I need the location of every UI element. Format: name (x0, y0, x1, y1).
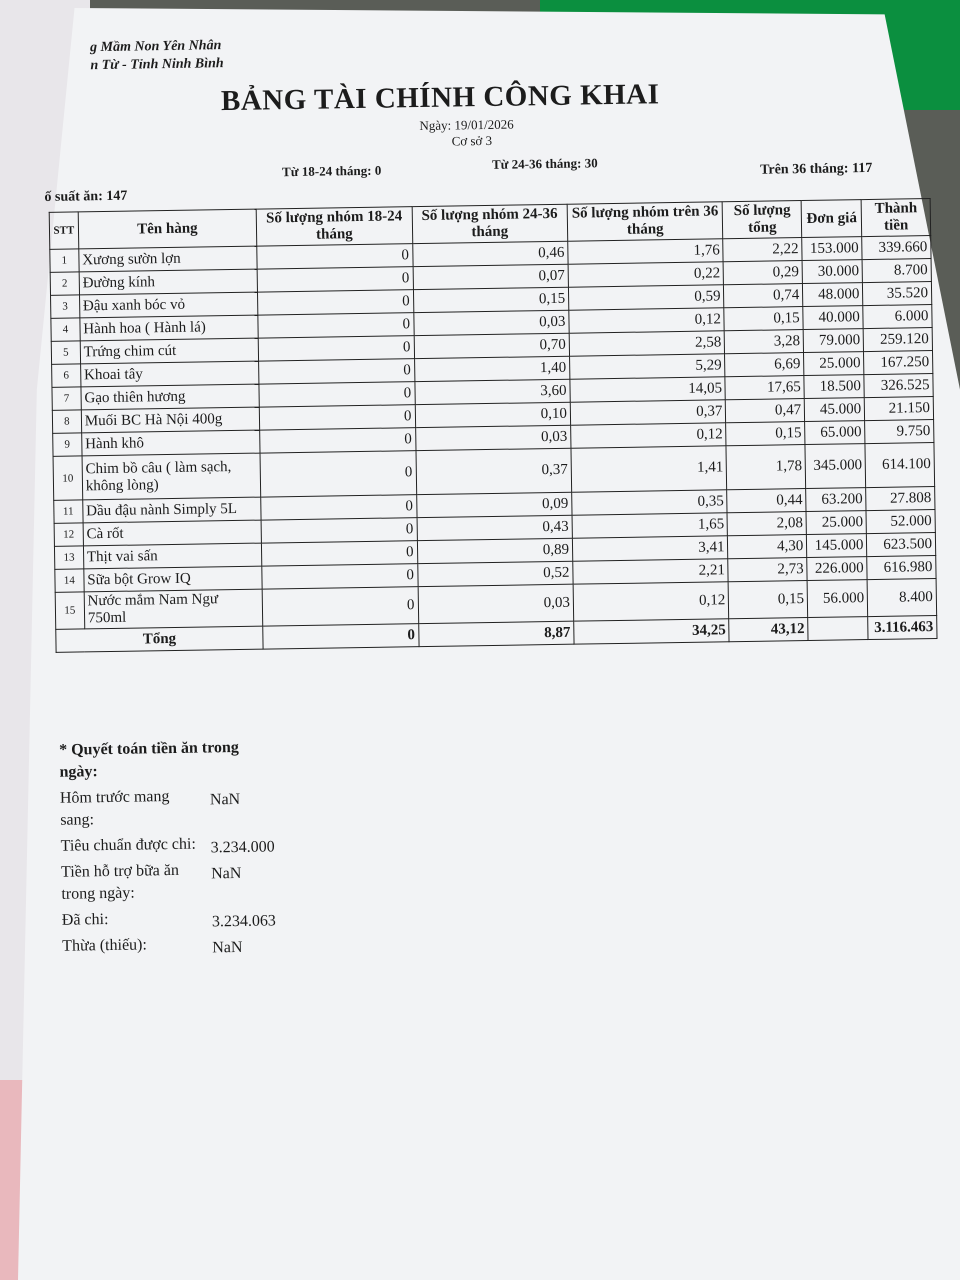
summary-label: Thừa (thiếu): (62, 936, 148, 955)
meal-count: ố suất ăn: 147 (44, 188, 128, 205)
cell-amount: 8.700 (862, 259, 931, 283)
total-price-empty (808, 617, 868, 641)
cell-stt: 11 (54, 500, 83, 523)
cell-g2: 0,46 (412, 241, 568, 266)
group-18-24-count: Từ 18-24 tháng: 0 (281, 162, 382, 180)
summary-item (61, 856, 422, 906)
cell-total: 2,22 (723, 238, 802, 262)
cell-price: 226.000 (807, 557, 867, 581)
cell-g3: 0,12 (571, 423, 727, 448)
cell-g2: 0,03 (415, 425, 571, 450)
cell-total: 0,44 (727, 489, 806, 513)
header-total-qty: Số lượng tổng (723, 201, 802, 239)
cell-g3: 0,35 (572, 490, 728, 515)
group-24-36-count: Từ 24-36 tháng: 30 (491, 155, 598, 172)
header-stt: STT (49, 212, 78, 249)
cell-g1: 0 (261, 541, 417, 566)
cell-total: 17,65 (725, 376, 804, 400)
document-date: Ngày: 19/01/2026 (419, 116, 514, 134)
cell-item-name: Đường kính (79, 269, 258, 295)
cell-stt: 8 (52, 410, 81, 433)
cell-price: 30.000 (802, 260, 862, 284)
cell-g2: 0,10 (415, 402, 571, 427)
cell-amount: 6.000 (863, 305, 932, 329)
cell-price: 56.000 (807, 580, 868, 618)
header-group-24-36: Số lượng nhóm 24-36 tháng (412, 204, 568, 243)
site-label: Cơ sở 3 (451, 132, 493, 149)
summary-value: NaN (209, 790, 241, 809)
cell-amount: 259.120 (863, 328, 932, 352)
cell-total: 0,15 (724, 307, 803, 331)
cell-g2: 0,37 (416, 448, 572, 494)
cell-total: 0,74 (724, 284, 803, 308)
cell-g1: 0 (261, 518, 417, 543)
cell-g2: 0,07 (413, 264, 569, 289)
header-unit-price: Đơn giá (801, 200, 862, 238)
cell-stt: 6 (52, 364, 81, 387)
cell-stt: 9 (53, 433, 82, 456)
summary-value: NaN (210, 864, 242, 883)
cell-g2: 0,43 (417, 515, 573, 540)
cell-g3: 14,05 (570, 377, 726, 402)
page-title: BẢNG TÀI CHÍNH CÔNG KHAI (220, 78, 660, 118)
cell-stt: 15 (55, 592, 84, 629)
cell-item-name: Đậu xanh bóc vỏ (79, 292, 258, 318)
cell-g3: 0,12 (569, 308, 725, 333)
cell-stt: 4 (51, 318, 80, 341)
cell-price: 45.000 (804, 398, 864, 422)
summary-value: 3.234.063 (211, 912, 276, 931)
cell-stt: 2 (50, 272, 79, 295)
total-g2: 8,87 (418, 621, 574, 646)
cell-total: 3,28 (725, 330, 804, 354)
cell-amount: 27.808 (866, 487, 935, 511)
cell-price: 145.000 (807, 534, 867, 558)
summary-value: NaN (212, 938, 243, 957)
cell-price: 40.000 (803, 306, 863, 330)
cell-item-name: Cà rốt (83, 520, 262, 546)
summary-item (61, 830, 421, 858)
cell-item-name: Thịt vai sấn (83, 543, 262, 569)
cell-g3: 2,58 (569, 331, 725, 356)
cell-g2: 0,15 (413, 287, 569, 312)
cell-amount: 167.250 (864, 351, 933, 375)
cell-amount: 21.150 (865, 397, 934, 421)
cell-amount: 339.660 (862, 236, 931, 260)
cell-amount: 614.100 (865, 443, 934, 488)
cell-amount: 623.500 (867, 532, 936, 556)
cell-stt: 1 (50, 249, 79, 272)
cell-total: 4,30 (728, 535, 807, 559)
cell-g1: 0 (259, 405, 415, 430)
cell-g3: 1,65 (572, 513, 728, 538)
cell-price: 153.000 (802, 237, 862, 261)
cell-g3: 0,22 (568, 262, 724, 287)
total-g3: 34,25 (574, 619, 730, 644)
total-qty: 43,12 (729, 618, 808, 642)
group-over-36-count: Trên 36 tháng: 117 (760, 160, 873, 178)
cell-item-name: Hành hoa ( Hành lá) (80, 315, 259, 341)
cell-total: 1,78 (726, 445, 805, 490)
cell-price: 25.000 (804, 352, 864, 376)
school-name (90, 37, 224, 75)
cell-g3: 0,59 (568, 285, 724, 310)
cell-g3: 0,12 (573, 582, 729, 621)
total-label: Tổng (56, 626, 263, 652)
cell-amount: 9.750 (865, 420, 934, 444)
cell-item-name: Hành khô (81, 430, 260, 456)
cell-g2: 0,03 (418, 584, 574, 623)
total-g1: 0 (263, 624, 419, 649)
cell-g3: 1,41 (571, 446, 727, 492)
header-name: Tên hàng (78, 209, 257, 249)
summary-value: 3.234.000 (210, 838, 275, 857)
school-line-1: g Mầm Non Yên Nhân (90, 38, 222, 56)
cell-g3: 3,41 (572, 536, 728, 561)
cell-amount: 326.525 (864, 374, 933, 398)
cell-stt: 13 (54, 546, 83, 569)
cell-total: 0,15 (729, 581, 808, 619)
cell-g2: 0,03 (413, 310, 569, 335)
total-amount: 3.116.463 (868, 615, 937, 639)
cell-price: 65.000 (805, 421, 865, 445)
cell-price: 25.000 (806, 511, 866, 535)
settlement-summary (59, 734, 422, 958)
cell-g1: 0 (257, 244, 413, 269)
summary-label: Hôm trước mang sang: (59, 788, 170, 829)
cell-g1: 0 (259, 382, 415, 407)
cell-stt: 5 (51, 341, 80, 364)
cell-g2: 0,89 (417, 538, 573, 563)
cell-g1: 0 (257, 267, 413, 292)
cell-total: 2,08 (727, 512, 806, 536)
cell-g3: 2,21 (573, 559, 729, 584)
summary-heading: * Quyết toán tiền ăn trong ngày: (59, 738, 239, 781)
header-group-over-36: Số lượng nhóm trên 36 tháng (567, 202, 723, 241)
cell-g1: 0 (258, 336, 414, 361)
cell-amount: 8.400 (867, 578, 936, 616)
summary-label: Tiêu chuẩn được chi: (60, 835, 196, 855)
cell-g1: 0 (261, 495, 417, 520)
cell-amount: 52.000 (866, 510, 935, 534)
cell-amount: 616.980 (867, 555, 936, 579)
cell-g1: 0 (260, 451, 416, 497)
cell-stt: 7 (52, 387, 81, 410)
cell-stt: 12 (54, 523, 83, 546)
cell-item-name: Sữa bột Grow IQ (84, 566, 263, 592)
cell-g1: 0 (262, 564, 418, 589)
cell-total: 0,15 (726, 422, 805, 446)
cell-item-name: Gạo thiên hương (81, 384, 260, 410)
summary-label: Tiền hỗ trợ bữa ăn trong ngày: (60, 861, 180, 903)
cell-g1: 0 (262, 587, 418, 626)
cell-g3: 1,76 (568, 239, 724, 264)
cell-g1: 0 (259, 359, 415, 384)
cell-price: 18.500 (804, 375, 864, 399)
cell-g2: 0,52 (417, 561, 573, 586)
cell-g1: 0 (258, 313, 414, 338)
cell-stt: 10 (53, 456, 82, 500)
cell-item-name: Chim bồ câu ( làm sạch, không lòng) (82, 453, 261, 500)
cell-stt: 14 (55, 569, 84, 592)
school-line-2: n Từ - Tỉnh Ninh Bình (90, 56, 224, 74)
cell-total: 0,47 (726, 399, 805, 423)
summary-item (60, 782, 421, 832)
cell-g2: 1,40 (414, 356, 570, 381)
header-group-18-24: Số lượng nhóm 18-24 tháng (256, 207, 412, 246)
cell-item-name: Nước mắm Nam Ngư 750ml (84, 589, 263, 629)
cell-price: 79.000 (803, 329, 863, 353)
cell-total: 0,29 (724, 261, 803, 285)
cell-g3: 0,37 (570, 400, 726, 425)
cell-item-name: Khoai tây (80, 361, 259, 387)
cell-price: 345.000 (805, 444, 866, 489)
cell-item-name: Dầu đậu nành Simply 5L (83, 497, 262, 523)
summary-label: Đã chi: (61, 911, 109, 929)
cell-g1: 0 (258, 290, 414, 315)
cell-g3: 5,29 (570, 354, 726, 379)
cell-amount: 35.520 (863, 282, 932, 306)
summary-item (62, 904, 422, 932)
cell-item-name: Xương sườn lợn (79, 246, 258, 272)
cell-total: 2,73 (728, 558, 807, 582)
cell-g2: 3,60 (414, 379, 570, 404)
cell-g2: 0,09 (416, 492, 572, 517)
finance-table (49, 198, 938, 653)
cell-stt: 3 (51, 295, 80, 318)
cell-item-name: Trứng chim cút (80, 338, 259, 364)
cell-price: 63.200 (806, 488, 866, 512)
cell-total: 6,69 (725, 353, 804, 377)
cell-g1: 0 (260, 428, 416, 453)
cell-item-name: Muối BC Hà Nội 400g (81, 407, 260, 433)
cell-g2: 0,70 (414, 333, 570, 358)
cell-price: 48.000 (803, 283, 863, 307)
header-amount: Thành tiền (861, 199, 930, 237)
